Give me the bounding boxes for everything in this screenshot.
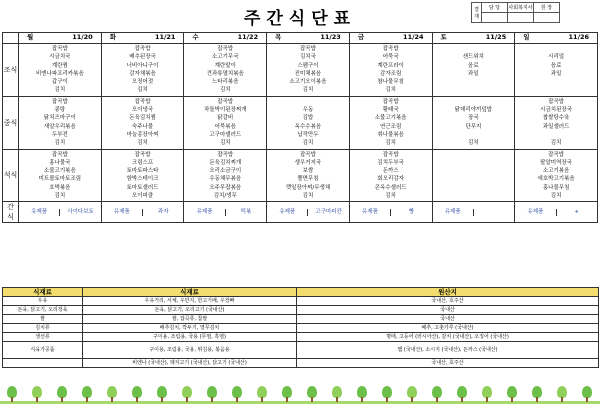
origin-cell: 김치류 (3, 324, 83, 333)
tree-trunk (386, 397, 388, 402)
dish-item: 연근조림 (380, 123, 402, 130)
dish-item: 잡곡밥 (299, 46, 316, 52)
origin-row (3, 306, 599, 315)
snack-item: 떡볶 (240, 208, 252, 215)
dish-item (433, 131, 515, 139)
snack-item: 유제품 (102, 209, 143, 217)
dish-item: 김치 (137, 140, 148, 147)
dish-item (515, 45, 597, 53)
dish-item: 홍나물국 (49, 159, 71, 166)
dish-item: 고구마샐러드 (209, 131, 242, 138)
dish-item: 돈까스 (382, 168, 399, 175)
day-date: 11/25 (485, 33, 507, 42)
snack-item: 빵 (408, 208, 415, 215)
dish-item: 비엔나파프리카볶음 (35, 70, 84, 77)
dish-item: 오리소금구이 (209, 168, 242, 175)
tree-trunk (561, 397, 563, 402)
menu-cell (515, 44, 598, 97)
dish-item (433, 86, 515, 94)
dish-item (433, 151, 515, 159)
dish-item: 음료 (468, 62, 479, 69)
tree-trunk (261, 397, 263, 402)
origin-cell: 구이용, 조림용, 국용, 튀김용, 볶음용 (83, 342, 297, 359)
dish-item: 계란프라이 (377, 62, 404, 69)
dish-item: 취나물볶음 (377, 131, 404, 138)
dish-item: 시금치국 (49, 54, 71, 61)
origin-table (2, 287, 599, 368)
tree-trunk (336, 397, 338, 402)
tree-trunk (111, 397, 113, 402)
approval-sign-1[interactable] (482, 13, 508, 23)
approval-col-3: 원 장 (534, 3, 560, 13)
tree-trunk (286, 397, 288, 402)
dish-item: 찹쌀탕수육 (542, 115, 570, 122)
menu-cell (184, 96, 267, 149)
day-date: 11/26 (568, 33, 589, 42)
dish-item: 보쌈 (302, 168, 314, 175)
dish-item: 차돌박이된장찌개 (204, 107, 247, 114)
day-name: 금 (357, 33, 365, 42)
dish-item: 김치 (385, 193, 396, 200)
approval-box (471, 2, 560, 23)
origin-cell: 비엔나 (국내산), 돼지고기 (국내산), 닭고기 (국내산) (83, 359, 297, 368)
meal-row-2 (3, 149, 598, 202)
menu-cell (349, 96, 432, 149)
dish-item: 김치두부국 (377, 159, 404, 166)
origin-row (3, 342, 599, 359)
dish-item: 김밥 (302, 115, 314, 122)
day-name: 목 (275, 33, 282, 42)
tree-trunk (61, 397, 63, 402)
meal-label: 중식 (3, 96, 19, 149)
tree-trunk (436, 397, 438, 402)
dish-item: 느타리볶음 (211, 79, 239, 86)
dish-item: 콩탕 (54, 107, 66, 114)
approval-col-1: 담 당 (482, 3, 508, 13)
dish-item: 우동 (302, 107, 314, 114)
dish-item: 호박볶음 (49, 184, 71, 191)
dish-item: 회오리감자 (377, 176, 404, 183)
snack-item: 사이다보토 (67, 208, 94, 215)
dish-item: 김치 (550, 140, 562, 147)
tree-trunk (486, 397, 488, 402)
dish-item: 쫄면무침 (297, 176, 319, 183)
dish-item: 잡곡밥 (134, 98, 151, 105)
dish-item: 납작만두 (297, 131, 319, 138)
day-date: 11/20 (72, 33, 93, 42)
dish-item: 김치 (550, 193, 562, 200)
dish-item (515, 131, 597, 139)
dish-item: 두부전 (51, 131, 68, 138)
dish-item: 잡곡밥 (51, 46, 68, 52)
dish-item: 배추된장국 (129, 54, 156, 61)
tree-trunk (361, 397, 363, 402)
snack-cell (349, 202, 432, 223)
dish-item: 잡곡밥 (134, 46, 151, 52)
origin-header-ingredient: 식재료 (3, 288, 83, 297)
dish-item: 잡곡밥 (217, 46, 234, 52)
tree-trunk (36, 397, 38, 402)
origin-cell: 식육가공품 (3, 342, 83, 359)
dish-item: 김치 (468, 140, 479, 147)
dish-item (433, 159, 515, 167)
dish-item: 잡곡밥 (299, 151, 316, 158)
menu-cell (19, 96, 102, 149)
dish-item (433, 45, 515, 53)
dish-item: 새알우리볶음 (43, 123, 76, 130)
dish-item (433, 78, 515, 86)
meal-label: 석식 (3, 149, 19, 202)
dish-item: 애호박고기볶음 (537, 176, 575, 183)
dish-item (433, 98, 515, 106)
dish-item: 김치 (54, 193, 66, 200)
dish-item: 김치 (385, 87, 396, 94)
dish-item: 김치/생무 (213, 193, 237, 200)
tree-trunk (536, 397, 538, 402)
dish-item: 갑구이 (51, 79, 68, 86)
snack-cell (101, 202, 184, 223)
dish-item: 잡곡밥 (382, 151, 399, 158)
dish-item: 크림스프 (131, 159, 154, 166)
origin-row (3, 333, 599, 342)
origin-header-origin: 원산지 (297, 288, 599, 297)
dish-item: 감자조림 (380, 70, 402, 77)
day-date: 11/24 (403, 33, 424, 42)
snack-label: 간 식 (3, 202, 19, 223)
tree-trunk (211, 397, 213, 402)
origin-cell: 국내산, 호주산 (297, 297, 599, 306)
dish-item: 옥수수볶음 (294, 123, 322, 130)
origin-cell: 햄 (국내산), 소시지 (국내산), 돈까스 (국내산) (297, 342, 599, 359)
tree-trunk (236, 397, 238, 402)
dish-item: 잡곡밥 (51, 151, 68, 158)
origin-cell: 우유거리, 서체, 우만지, 한고기배, 우장빠 (83, 297, 297, 306)
snack-cell (432, 202, 515, 223)
origin-cell (3, 359, 83, 368)
dish-item: 어묵볶음 (214, 123, 236, 130)
menu-cell (19, 149, 102, 202)
dish-item: 닭치즈마구이 (43, 115, 76, 122)
dish-item: 시금치된장국 (540, 107, 573, 114)
dish-item: 참나물무침 (377, 79, 404, 86)
menu-cell (101, 44, 184, 97)
dish-item: 김치 (302, 140, 314, 147)
origin-cell: 쌀, 잡곡류, 찹쌀 (83, 315, 297, 324)
dish-item: 음료 (550, 62, 562, 69)
dish-item: 깻잎장아찌/무생채 (285, 184, 331, 191)
dish-item: 시리얼 (548, 54, 565, 61)
dish-item (433, 184, 515, 192)
origin-cell: 배추김치, 깍두기, 열무김치 (83, 324, 297, 333)
dish-item: 잡곡밥 (217, 98, 234, 105)
dish-item (433, 192, 515, 200)
dish-item: 팥알미역장국 (540, 159, 573, 166)
dish-item: 샌드위치 (462, 54, 484, 61)
snack-item (474, 209, 514, 217)
dish-item: 계란말이 (214, 62, 236, 69)
dish-item: 닭데리야끼덮밥 (454, 107, 492, 114)
day-header-6 (515, 33, 598, 44)
dish-item: 잡곡밥 (548, 98, 565, 105)
snack-item: 고구마피칸 (315, 208, 342, 215)
page-title: 주간식단표 (243, 9, 357, 29)
menu-cell (432, 149, 515, 202)
snack-cell (515, 202, 598, 223)
corner-cell (3, 33, 19, 44)
dish-item: 홍나물무침 (542, 184, 570, 191)
approval-side-label: 결재 (472, 3, 482, 23)
origin-cell: 구이용, 조림용, 국용 (무염, 흑염) (83, 333, 297, 342)
origin-row (3, 324, 599, 333)
dish-item: 잡곡밥 (51, 98, 68, 105)
dish-item: 우동채무볶음 (209, 176, 242, 183)
menu-cell (515, 96, 598, 149)
tree-trunk (411, 397, 413, 402)
dish-item: 돈육김치찜 (129, 115, 156, 122)
origin-cell: 돈육, 닭고기, 오리고기 (국내산) (83, 306, 297, 315)
dish-item: 김치 (385, 140, 396, 147)
dish-item: 너비아니구이 (126, 62, 159, 69)
origin-header-dish: 식재료 (83, 288, 297, 297)
snack-item: + (574, 208, 580, 215)
menu-cell (267, 149, 350, 202)
tree-trunk (461, 397, 463, 402)
dish-item: 잡곡밥 (548, 151, 565, 158)
snack-item: 유제품 (350, 209, 391, 217)
dish-item: 장국 (468, 115, 479, 122)
snack-item: 과자 (157, 208, 169, 215)
menu-cell (101, 96, 184, 149)
dish-item: 김치 (219, 140, 231, 147)
dish-item: 오이피클 (131, 193, 154, 200)
dish-item (515, 86, 597, 94)
tree-trunk (311, 397, 313, 402)
menu-cell (101, 149, 184, 202)
dish-item: 마늘종장아찌 (126, 131, 159, 138)
approval-sign-3[interactable] (534, 13, 560, 23)
origin-cell: 국내산 (297, 315, 599, 324)
dish-item: 콘옥수샐러드 (374, 184, 407, 191)
dish-item: 김치 (137, 87, 148, 94)
menu-cell (19, 44, 102, 97)
dish-item: 김치 (302, 193, 314, 200)
origin-row (3, 359, 599, 368)
dish-item: 잡곡밥 (134, 151, 151, 158)
weekly-menu-table (2, 32, 598, 223)
origin-row (3, 297, 599, 306)
tree-trunk (136, 397, 138, 402)
dish-item: 김치 (54, 87, 66, 94)
tree-trunk (11, 397, 13, 402)
day-name: 화 (109, 33, 116, 42)
dish-item (433, 175, 515, 183)
day-header-2 (184, 33, 267, 44)
menu-cell (432, 44, 515, 97)
menu-cell (267, 44, 350, 97)
dish-item: 미트볼토마토조림 (38, 176, 82, 183)
day-date: 11/22 (237, 33, 259, 42)
meal-row-1 (3, 96, 598, 149)
dish-item: 김치 (219, 87, 231, 94)
menu-cell (267, 96, 350, 149)
day-name: 월 (27, 33, 34, 42)
menu-cell (184, 44, 267, 97)
menu-cell (432, 96, 515, 149)
dish-item (267, 98, 349, 106)
menu-cell (349, 44, 432, 97)
day-header-4 (349, 33, 432, 44)
day-header-5 (432, 33, 515, 44)
approval-sign-2[interactable] (508, 13, 534, 23)
dish-item: 황태국 (382, 107, 399, 114)
snack-item: 유제품 (184, 209, 225, 217)
snack-item: 유제품 (267, 209, 308, 217)
tree-trunk (586, 397, 588, 402)
day-header-0 (19, 33, 102, 44)
day-name: 토 (440, 33, 447, 42)
dish-item: 오이냉국 (131, 107, 154, 114)
dish-item: 소고기볶음 (542, 168, 570, 175)
dish-item: 돈육김치찌개 (209, 159, 242, 166)
snack-cell (184, 202, 267, 223)
tree-decoration (0, 380, 600, 404)
dish-item: 함박스테이크 (126, 176, 159, 183)
dish-item: 숙주나물 (131, 123, 154, 130)
dish-item: 과일 (550, 70, 562, 77)
menu-cell (515, 149, 598, 202)
approval-col-2: 사회복지사 (508, 3, 534, 13)
dish-item: 김치 (54, 140, 66, 147)
origin-cell: 생선류 (3, 333, 83, 342)
dish-item: 과일샐러드 (542, 123, 570, 130)
origin-cell: 우유 (3, 297, 83, 306)
snack-item: 유제품 (433, 209, 474, 217)
dish-item (433, 167, 515, 175)
origin-cell: 국내산 (297, 306, 599, 315)
snack-cell (19, 202, 102, 223)
dish-item: 소고기무국 (211, 54, 239, 61)
dish-item (515, 78, 597, 86)
tree-trunk (511, 397, 513, 402)
dish-item: 소불고기볶음 (43, 168, 76, 175)
dish-item: 단무지 (465, 123, 482, 130)
menu-cell (184, 149, 267, 202)
dish-item: 계란찜 (51, 62, 68, 69)
day-name: 수 (192, 33, 199, 42)
origin-cell: 배추, 고춧가루 (국내산) (297, 324, 599, 333)
day-date: 11/23 (320, 33, 341, 42)
meal-row-0 (3, 44, 598, 97)
day-header-1 (101, 33, 184, 44)
dish-item: 어묵국 (382, 54, 399, 61)
dish-item: 잡곡밥 (382, 46, 399, 52)
dish-item: 진미채볶음 (294, 70, 322, 77)
dish-item: 오주무잡볶음 (209, 184, 242, 191)
dish-item: 김치 (302, 87, 314, 94)
dish-item: 견과류멸치볶음 (206, 70, 244, 77)
dish-item: 닭갈비 (217, 115, 234, 122)
origin-row (3, 315, 599, 324)
tree-trunk (86, 397, 88, 402)
menu-cell (349, 149, 432, 202)
snack-cell (267, 202, 350, 223)
origin-cell: 명태, 고등어 (러시아산), 갈치 (국내산), 오징어 (국내산) (297, 333, 599, 342)
day-header-3 (267, 33, 350, 44)
dish-item: 토마토파스타 (126, 168, 159, 175)
dish-item: 잡곡밥 (217, 151, 234, 158)
dish-item: 잡곡밥 (382, 98, 399, 105)
origin-cell: 국내산, 호주산 (297, 359, 599, 368)
origin-cell: 쌀 (3, 315, 83, 324)
meal-label: 조식 (3, 44, 19, 97)
day-date: 11/21 (154, 33, 176, 42)
snack-row (3, 202, 598, 223)
tree-trunk (161, 397, 163, 402)
dish-item: 과일 (468, 70, 479, 77)
day-name: 일 (523, 33, 530, 42)
snack-item: 유제품 (19, 209, 60, 217)
dish-item: 토마토샐러드 (126, 184, 159, 191)
dish-item: 김치국 (299, 54, 316, 61)
dish-item: 스팸구이 (297, 62, 319, 69)
snack-item: 유제품 (515, 209, 556, 217)
dish-item: 소고기오이볶음 (289, 79, 327, 86)
origin-cell: 돈육, 닭고기, 오리정육 (3, 306, 83, 315)
dish-item: 소불고기볶음 (374, 115, 407, 122)
dish-item: 오징어젓 (131, 79, 154, 86)
dish-item: 생우거지국 (294, 159, 322, 166)
tree-trunk (186, 397, 188, 402)
dish-item: 감자채볶음 (129, 70, 156, 77)
